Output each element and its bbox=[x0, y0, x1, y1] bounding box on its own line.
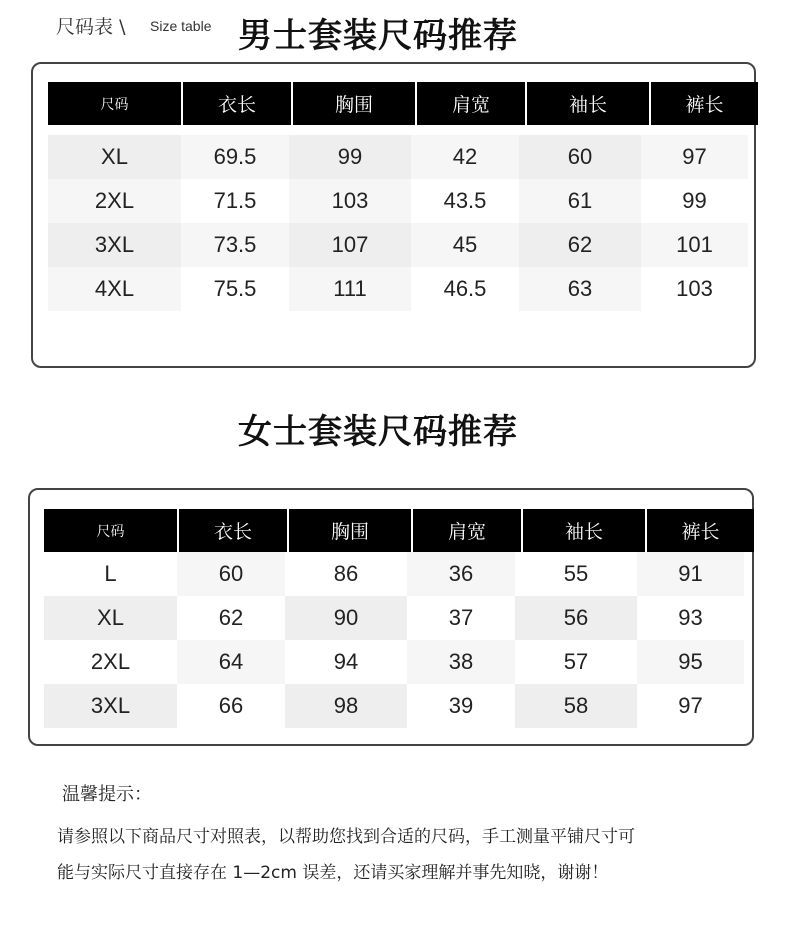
table-cell: 64 bbox=[177, 640, 285, 684]
men-size-panel bbox=[31, 62, 756, 368]
women-title: 女士套装尺码推荐 bbox=[238, 412, 518, 452]
header-sleeve: 袖长 bbox=[523, 509, 647, 552]
size-table-label-cn: 尺码表 bbox=[56, 16, 114, 38]
table-row bbox=[44, 552, 754, 596]
size-cell: 3XL bbox=[48, 223, 181, 267]
table-cell: 38 bbox=[407, 640, 515, 684]
table-cell: 63 bbox=[519, 267, 641, 311]
header-pants: 裤长 bbox=[681, 521, 720, 543]
table-cell: 58 bbox=[515, 684, 637, 728]
size-cell: XL bbox=[48, 135, 181, 179]
header-size: 尺码 bbox=[44, 509, 179, 552]
table-cell: 103 bbox=[676, 276, 713, 301]
table-cell: 99 bbox=[289, 135, 411, 179]
header-length: 衣长 bbox=[179, 509, 289, 552]
table-cell: 61 bbox=[519, 179, 641, 223]
size-table-label-en: Size table bbox=[150, 18, 212, 34]
header-sleeve: 袖长 bbox=[527, 82, 651, 125]
table-cell: 107 bbox=[289, 223, 411, 267]
table-row bbox=[44, 640, 754, 684]
women-size-table bbox=[44, 509, 754, 728]
size-cell: L bbox=[104, 561, 117, 586]
table-cell: 93 bbox=[678, 605, 703, 630]
table-cell: 69.5 bbox=[181, 135, 289, 179]
table-row bbox=[48, 135, 758, 179]
table-cell: 111 bbox=[289, 267, 411, 311]
size-cell: 2XL bbox=[48, 179, 181, 223]
label-separator: \ bbox=[119, 16, 126, 38]
table-row bbox=[48, 267, 758, 311]
header-shoulder: 肩宽 bbox=[417, 82, 527, 125]
table-cell: 45 bbox=[411, 223, 519, 267]
table-cell: 37 bbox=[448, 605, 474, 630]
men-size-table bbox=[48, 82, 758, 311]
table-cell: 71.5 bbox=[213, 188, 257, 213]
size-table-label bbox=[56, 12, 125, 39]
table-cell: 46.5 bbox=[443, 276, 487, 301]
table-row bbox=[48, 223, 758, 267]
men-table-header bbox=[48, 82, 758, 125]
tips-line-1: 请参照以下商品尺寸对照表，以帮助您找到合适的尺码，手工测量平铺尺寸可 bbox=[57, 827, 635, 847]
table-cell: 60 bbox=[177, 552, 285, 596]
header-chest: 胸围 bbox=[289, 509, 413, 552]
table-cell: 62 bbox=[519, 223, 641, 267]
table-cell: 86 bbox=[333, 561, 359, 586]
table-cell: 43.5 bbox=[443, 188, 487, 213]
table-cell: 57 bbox=[563, 649, 589, 674]
table-cell: 95 bbox=[637, 640, 744, 684]
table-cell: 62 bbox=[218, 605, 244, 630]
header-shoulder: 肩宽 bbox=[413, 509, 523, 552]
table-cell: 101 bbox=[641, 223, 748, 267]
table-cell: 36 bbox=[407, 552, 515, 596]
women-table-header bbox=[44, 509, 754, 552]
table-cell: 73.5 bbox=[181, 223, 289, 267]
table-cell: 99 bbox=[682, 188, 707, 213]
header-chest: 胸围 bbox=[293, 82, 417, 125]
table-cell: 90 bbox=[285, 596, 407, 640]
table-cell: 55 bbox=[563, 561, 589, 586]
table-row bbox=[44, 684, 754, 728]
table-cell: 66 bbox=[218, 693, 244, 718]
table-cell: 103 bbox=[289, 179, 411, 223]
size-cell: 4XL bbox=[48, 267, 181, 311]
table-cell: 60 bbox=[519, 135, 641, 179]
size-cell: 2XL bbox=[90, 649, 131, 674]
header-length: 衣长 bbox=[183, 82, 293, 125]
table-row bbox=[44, 596, 754, 640]
table-cell: 42 bbox=[411, 135, 519, 179]
tips-title: 温馨提示： bbox=[62, 784, 152, 805]
men-title: 男士套装尺码推荐 bbox=[238, 16, 518, 56]
tips-line-2: 能与实际尺寸直接存在 1—2cm 误差，还请买家理解并事先知晓，谢谢！ bbox=[57, 863, 609, 883]
size-cell: 3XL bbox=[44, 684, 177, 728]
table-cell: 98 bbox=[285, 684, 407, 728]
size-cell: XL bbox=[44, 596, 177, 640]
header-pants: 裤长 bbox=[685, 94, 724, 116]
table-cell: 39 bbox=[448, 693, 474, 718]
table-cell: 56 bbox=[515, 596, 637, 640]
women-size-panel bbox=[28, 488, 754, 746]
header-size: 尺码 bbox=[48, 82, 183, 125]
table-cell: 97 bbox=[641, 135, 748, 179]
table-cell: 97 bbox=[678, 693, 703, 718]
table-row bbox=[48, 179, 758, 223]
table-cell: 91 bbox=[637, 552, 744, 596]
table-cell: 75.5 bbox=[213, 276, 257, 301]
table-cell: 94 bbox=[333, 649, 359, 674]
